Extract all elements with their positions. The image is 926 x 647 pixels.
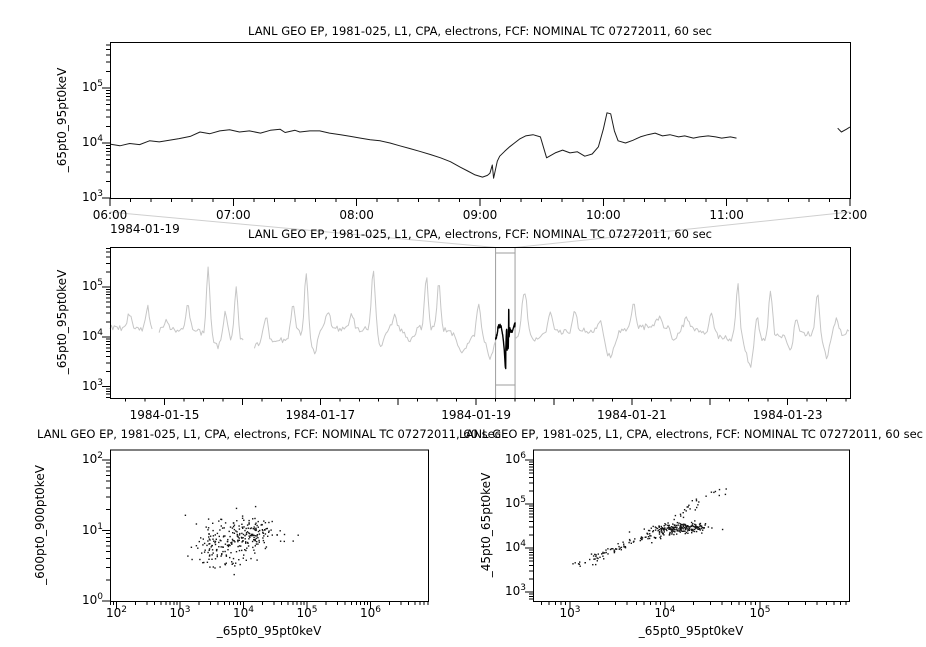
scatter-left-y-tick-label: $10^2$ [81,451,103,466]
detail-x-tick-label: 10:00 [586,208,621,222]
scatter-right-title: LANL GEO EP, 1981-025, L1, CPA, electrons, FCF: NOMINAL TC 07272011, 60 sec [459,427,923,441]
scatter-left-title: LANL GEO EP, 1981-025, L1, CPA, electrons, FCF: NOMINAL TC 07272011, 60 sec [37,427,501,441]
context-x-tick-label: 1984-01-21 [597,408,667,422]
context-x-tick-label: 1984-01-23 [752,408,823,422]
scatter-left-y-tick-label: $10^0$ [81,592,103,607]
context-x-tick-label: 1984-01-19 [441,408,511,422]
context-selection-box[interactable] [495,247,516,398]
detail-y-tick-label: $10^3$ [81,189,103,204]
scatter-left-x-tick-label: $10^6$ [359,605,382,620]
detail-yaxis-label: _65pt0_95pt0keV [55,67,69,173]
panel-context-timeseries[interactable] [110,247,850,398]
panel-scatter-600-900[interactable] [110,450,428,601]
scatter-right-y-tick-label: $10^3$ [504,583,526,598]
scatter-right-xaxis-label: _65pt0_95pt0keV [638,624,744,638]
scatter-right-y-tick-label: $10^6$ [504,451,526,466]
detail-x-tick-label: 12:00 [832,208,868,222]
scatter-right-x-tick-label: $10^5$ [749,605,771,620]
detail-context-date: 1984-01-19 [110,222,180,236]
context-x-tick-label: 1984-01-17 [285,408,356,422]
scatter-right-yaxis-label: _45pt0_65pt0keV [479,472,493,578]
detail-panel-title: LANL GEO EP, 1981-025, L1, CPA, electrons, FCF: NOMINAL TC 07272011, 60 sec [248,24,712,38]
detail-x-tick-label: 07:00 [216,208,251,222]
context-panel-title: LANL GEO EP, 1981-025, L1, CPA, electrons, FCF: NOMINAL TC 07272011, 60 sec [248,227,712,241]
context-y-tick-label: $10^4$ [81,327,103,343]
context-x-tick-label: 1984-01-15 [129,408,200,422]
scatter-right-x-tick-label: $10^3$ [559,605,581,620]
scatter-left-yaxis-label: _600pt0_900pt0keV [33,465,47,585]
scatter-right-y-tick-label: $10^5$ [504,495,526,510]
detail-y-tick-label: $10^5$ [81,79,103,94]
context-y-tick-label: $10^3$ [81,377,103,393]
scatter-left-x-tick-label: $10^4$ [232,605,255,620]
context-yaxis-label: _65pt0_95pt0keV [55,269,69,375]
detail-x-tick-label: 09:00 [462,208,498,222]
context-y-tick-label: $10^5$ [81,278,103,293]
scatter-left-xaxis-label: _65pt0_95pt0keV [216,624,322,638]
panel-scatter-45-65[interactable] [533,450,849,601]
scatter-left-y-tick-label: $10^1$ [81,521,103,537]
panel-detail-timeseries[interactable] [110,42,850,198]
detail-x-tick-label: 11:00 [709,208,744,222]
scatter-left-x-tick-label: $10^2$ [105,605,128,620]
scatter-left-x-tick-label: $10^5$ [296,605,318,620]
detail-x-tick-label: 08:00 [339,208,374,222]
scatter-right-x-tick-label: $10^4$ [654,605,676,620]
detail-y-tick-label: $10^4$ [81,134,103,149]
detail-x-tick-label: 06:00 [92,208,128,222]
scatter-right-y-tick-label: $10^4$ [504,539,526,554]
scatter-left-x-tick-label: $10^3$ [169,605,191,620]
